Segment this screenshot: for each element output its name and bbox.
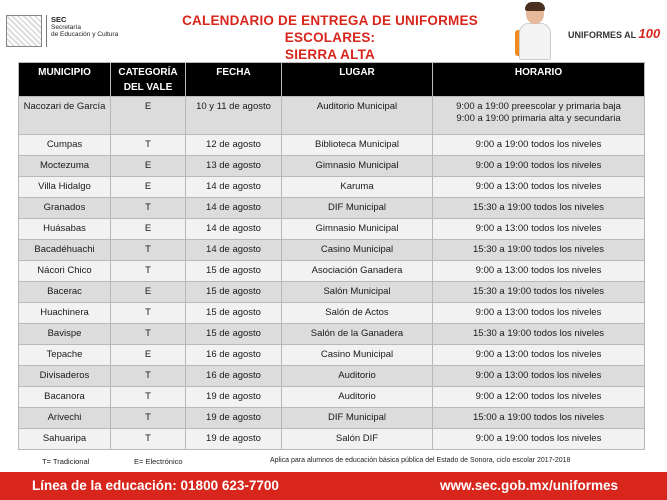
cell-lugar: Casino Municipal bbox=[282, 345, 433, 366]
col-header-lugar: LUGAR bbox=[282, 63, 433, 97]
cell-categoria: E bbox=[111, 156, 186, 177]
cell-lugar: DIF Municipal bbox=[282, 408, 433, 429]
table-row bbox=[19, 240, 645, 261]
table-row bbox=[19, 366, 645, 387]
cell-municipio: Nacozari de García bbox=[19, 97, 111, 135]
cell-fecha: 12 de agosto bbox=[186, 135, 282, 156]
col-header-municipio: MUNICIPIO bbox=[19, 63, 111, 97]
cell-fecha: 16 de agosto bbox=[186, 366, 282, 387]
cell-categoria: T bbox=[111, 135, 186, 156]
cell-lugar: Auditorio Municipal bbox=[282, 97, 433, 135]
page-header bbox=[0, 0, 667, 62]
cell-fecha: 14 de agosto bbox=[186, 240, 282, 261]
cell-categoria: E bbox=[111, 219, 186, 240]
cell-categoria: T bbox=[111, 408, 186, 429]
table-row bbox=[19, 261, 645, 282]
uniformes-brand bbox=[568, 26, 660, 41]
table-body bbox=[19, 97, 645, 450]
table-row bbox=[19, 387, 645, 408]
title-line-1: CALENDARIO DE ENTREGA DE UNIFORMES ESCOLARES: bbox=[182, 13, 478, 45]
cell-municipio: Bacerac bbox=[19, 282, 111, 303]
cell-municipio: Cumpas bbox=[19, 135, 111, 156]
cell-horario: 9:00 a 13:00 todos los niveles bbox=[433, 345, 645, 366]
cell-categoria: T bbox=[111, 303, 186, 324]
cell-fecha: 14 de agosto bbox=[186, 177, 282, 198]
horario-line-1: 9:00 a 19:00 preescolar y primaria baja bbox=[456, 101, 621, 112]
hair-shape bbox=[525, 2, 545, 11]
cell-municipio: Villa Hidalgo bbox=[19, 177, 111, 198]
table-row bbox=[19, 408, 645, 429]
logo-divider bbox=[46, 15, 47, 47]
cell-lugar: Gimnasio Municipal bbox=[282, 156, 433, 177]
cell-horario: 15:00 a 19:00 todos los niveles bbox=[433, 408, 645, 429]
cell-lugar: Salón de Actos bbox=[282, 303, 433, 324]
cell-fecha: 15 de agosto bbox=[186, 303, 282, 324]
cell-fecha: 19 de agosto bbox=[186, 387, 282, 408]
cell-categoria: T bbox=[111, 429, 186, 450]
cell-municipio: Bavispe bbox=[19, 324, 111, 345]
logo-text bbox=[51, 16, 118, 39]
table-row bbox=[19, 97, 645, 135]
legend-note: Aplica para alumnos de educación básica pública del Estado de Sonora, ciclo escolar 2017-2018 bbox=[270, 457, 571, 464]
cell-lugar: Karuma bbox=[282, 177, 433, 198]
col-header-fecha: FECHA bbox=[186, 63, 282, 97]
sonora-emblem-icon bbox=[6, 15, 42, 47]
title-line-2: SIERRA ALTA bbox=[285, 47, 375, 62]
cell-fecha: 19 de agosto bbox=[186, 408, 282, 429]
cell-lugar: Biblioteca Municipal bbox=[282, 135, 433, 156]
legend-electronico: E= Electrónico bbox=[134, 457, 183, 466]
cell-municipio: Nácori Chico bbox=[19, 261, 111, 282]
cell-lugar: Asociación Ganadera bbox=[282, 261, 433, 282]
cell-municipio: Moctezuma bbox=[19, 156, 111, 177]
cell-horario: 9:00 a 13:00 todos los niveles bbox=[433, 261, 645, 282]
table-row bbox=[19, 177, 645, 198]
cell-horario: 15:30 a 19:00 todos los niveles bbox=[433, 240, 645, 261]
page-title bbox=[140, 12, 520, 63]
logo-line-1: SEC bbox=[51, 15, 67, 24]
table-row bbox=[19, 345, 645, 366]
table-row bbox=[19, 156, 645, 177]
table-row bbox=[19, 198, 645, 219]
cell-lugar: Casino Municipal bbox=[282, 240, 433, 261]
cell-lugar: Auditorio bbox=[282, 366, 433, 387]
horario-line-2: 9:00 a 19:00 primaria alta y secundaria bbox=[456, 113, 621, 124]
cell-fecha: 16 de agosto bbox=[186, 345, 282, 366]
cell-lugar: DIF Municipal bbox=[282, 198, 433, 219]
cell-categoria: E bbox=[111, 282, 186, 303]
cell-municipio: Huásabas bbox=[19, 219, 111, 240]
cell-municipio: Arivechi bbox=[19, 408, 111, 429]
cell-fecha: 15 de agosto bbox=[186, 324, 282, 345]
cell-horario bbox=[433, 97, 645, 135]
footer-phone: Línea de la educación: 01800 623-7700 bbox=[32, 478, 279, 493]
col-header-categoria: CATEGORÍA DEL VALE bbox=[111, 63, 186, 97]
cell-fecha: 14 de agosto bbox=[186, 219, 282, 240]
cell-categoria: T bbox=[111, 366, 186, 387]
cell-horario: 9:00 a 13:00 todos los niveles bbox=[433, 177, 645, 198]
cell-municipio: Sahuaripa bbox=[19, 429, 111, 450]
cell-lugar: Salón Municipal bbox=[282, 282, 433, 303]
logo-line-3: de Educación y Cultura bbox=[51, 31, 119, 38]
table-row bbox=[19, 429, 645, 450]
cell-municipio: Divisaderos bbox=[19, 366, 111, 387]
cell-fecha: 15 de agosto bbox=[186, 282, 282, 303]
cell-categoria: T bbox=[111, 387, 186, 408]
cell-categoria: T bbox=[111, 198, 186, 219]
cell-lugar: Auditorio bbox=[282, 387, 433, 408]
brand-number: 100 bbox=[638, 26, 661, 41]
table-header bbox=[19, 63, 645, 97]
student-illustration bbox=[515, 2, 555, 60]
table-row bbox=[19, 219, 645, 240]
cell-municipio: Bacadéhuachi bbox=[19, 240, 111, 261]
cell-lugar: Salón DIF bbox=[282, 429, 433, 450]
cell-horario: 9:00 a 19:00 todos los niveles bbox=[433, 429, 645, 450]
uniform-shape bbox=[519, 23, 551, 60]
cell-fecha: 19 de agosto bbox=[186, 429, 282, 450]
logo-line-2: Secretaría bbox=[51, 23, 81, 31]
cell-categoria: T bbox=[111, 261, 186, 282]
cell-horario: 15:30 a 19:00 todos los niveles bbox=[433, 198, 645, 219]
table-row bbox=[19, 324, 645, 345]
cell-municipio: Bacanora bbox=[19, 387, 111, 408]
cell-fecha: 15 de agosto bbox=[186, 261, 282, 282]
delivery-calendar-table bbox=[18, 62, 645, 450]
header-row bbox=[19, 63, 645, 97]
sec-logo bbox=[6, 15, 136, 49]
cell-categoria: E bbox=[111, 345, 186, 366]
cell-municipio: Granados bbox=[19, 198, 111, 219]
table-row bbox=[19, 303, 645, 324]
cell-horario: 9:00 a 13:00 todos los niveles bbox=[433, 219, 645, 240]
cell-horario: 15:30 a 19:00 todos los niveles bbox=[433, 324, 645, 345]
cell-lugar: Gimnasio Municipal bbox=[282, 219, 433, 240]
cell-categoria: E bbox=[111, 97, 186, 135]
cell-fecha: 14 de agosto bbox=[186, 198, 282, 219]
table-row bbox=[19, 135, 645, 156]
cell-horario: 9:00 a 13:00 todos los niveles bbox=[433, 366, 645, 387]
cell-horario: 9:00 a 19:00 todos los niveles bbox=[433, 135, 645, 156]
cell-horario: 9:00 a 12:00 todos los niveles bbox=[433, 387, 645, 408]
legend-tradicional: T= Tradicional bbox=[42, 457, 90, 466]
col-header-horario: HORARIO bbox=[433, 63, 645, 97]
cell-municipio: Tepache bbox=[19, 345, 111, 366]
footer-bar bbox=[0, 472, 667, 500]
cell-fecha: 13 de agosto bbox=[186, 156, 282, 177]
footer-url-link[interactable]: www.sec.gob.mx/uniformes bbox=[440, 478, 619, 493]
table-row bbox=[19, 282, 645, 303]
cell-lugar: Salón de la Ganadera bbox=[282, 324, 433, 345]
cell-fecha: 10 y 11 de agosto bbox=[186, 97, 282, 135]
cell-categoria: T bbox=[111, 324, 186, 345]
brand-text: UNIFORMES AL bbox=[568, 30, 637, 40]
cell-horario: 15:30 a 19:00 todos los niveles bbox=[433, 282, 645, 303]
cell-horario: 9:00 a 19:00 todos los niveles bbox=[433, 156, 645, 177]
cell-horario: 9:00 a 13:00 todos los niveles bbox=[433, 303, 645, 324]
cell-categoria: T bbox=[111, 240, 186, 261]
cell-municipio: Huachinera bbox=[19, 303, 111, 324]
cell-categoria: E bbox=[111, 177, 186, 198]
